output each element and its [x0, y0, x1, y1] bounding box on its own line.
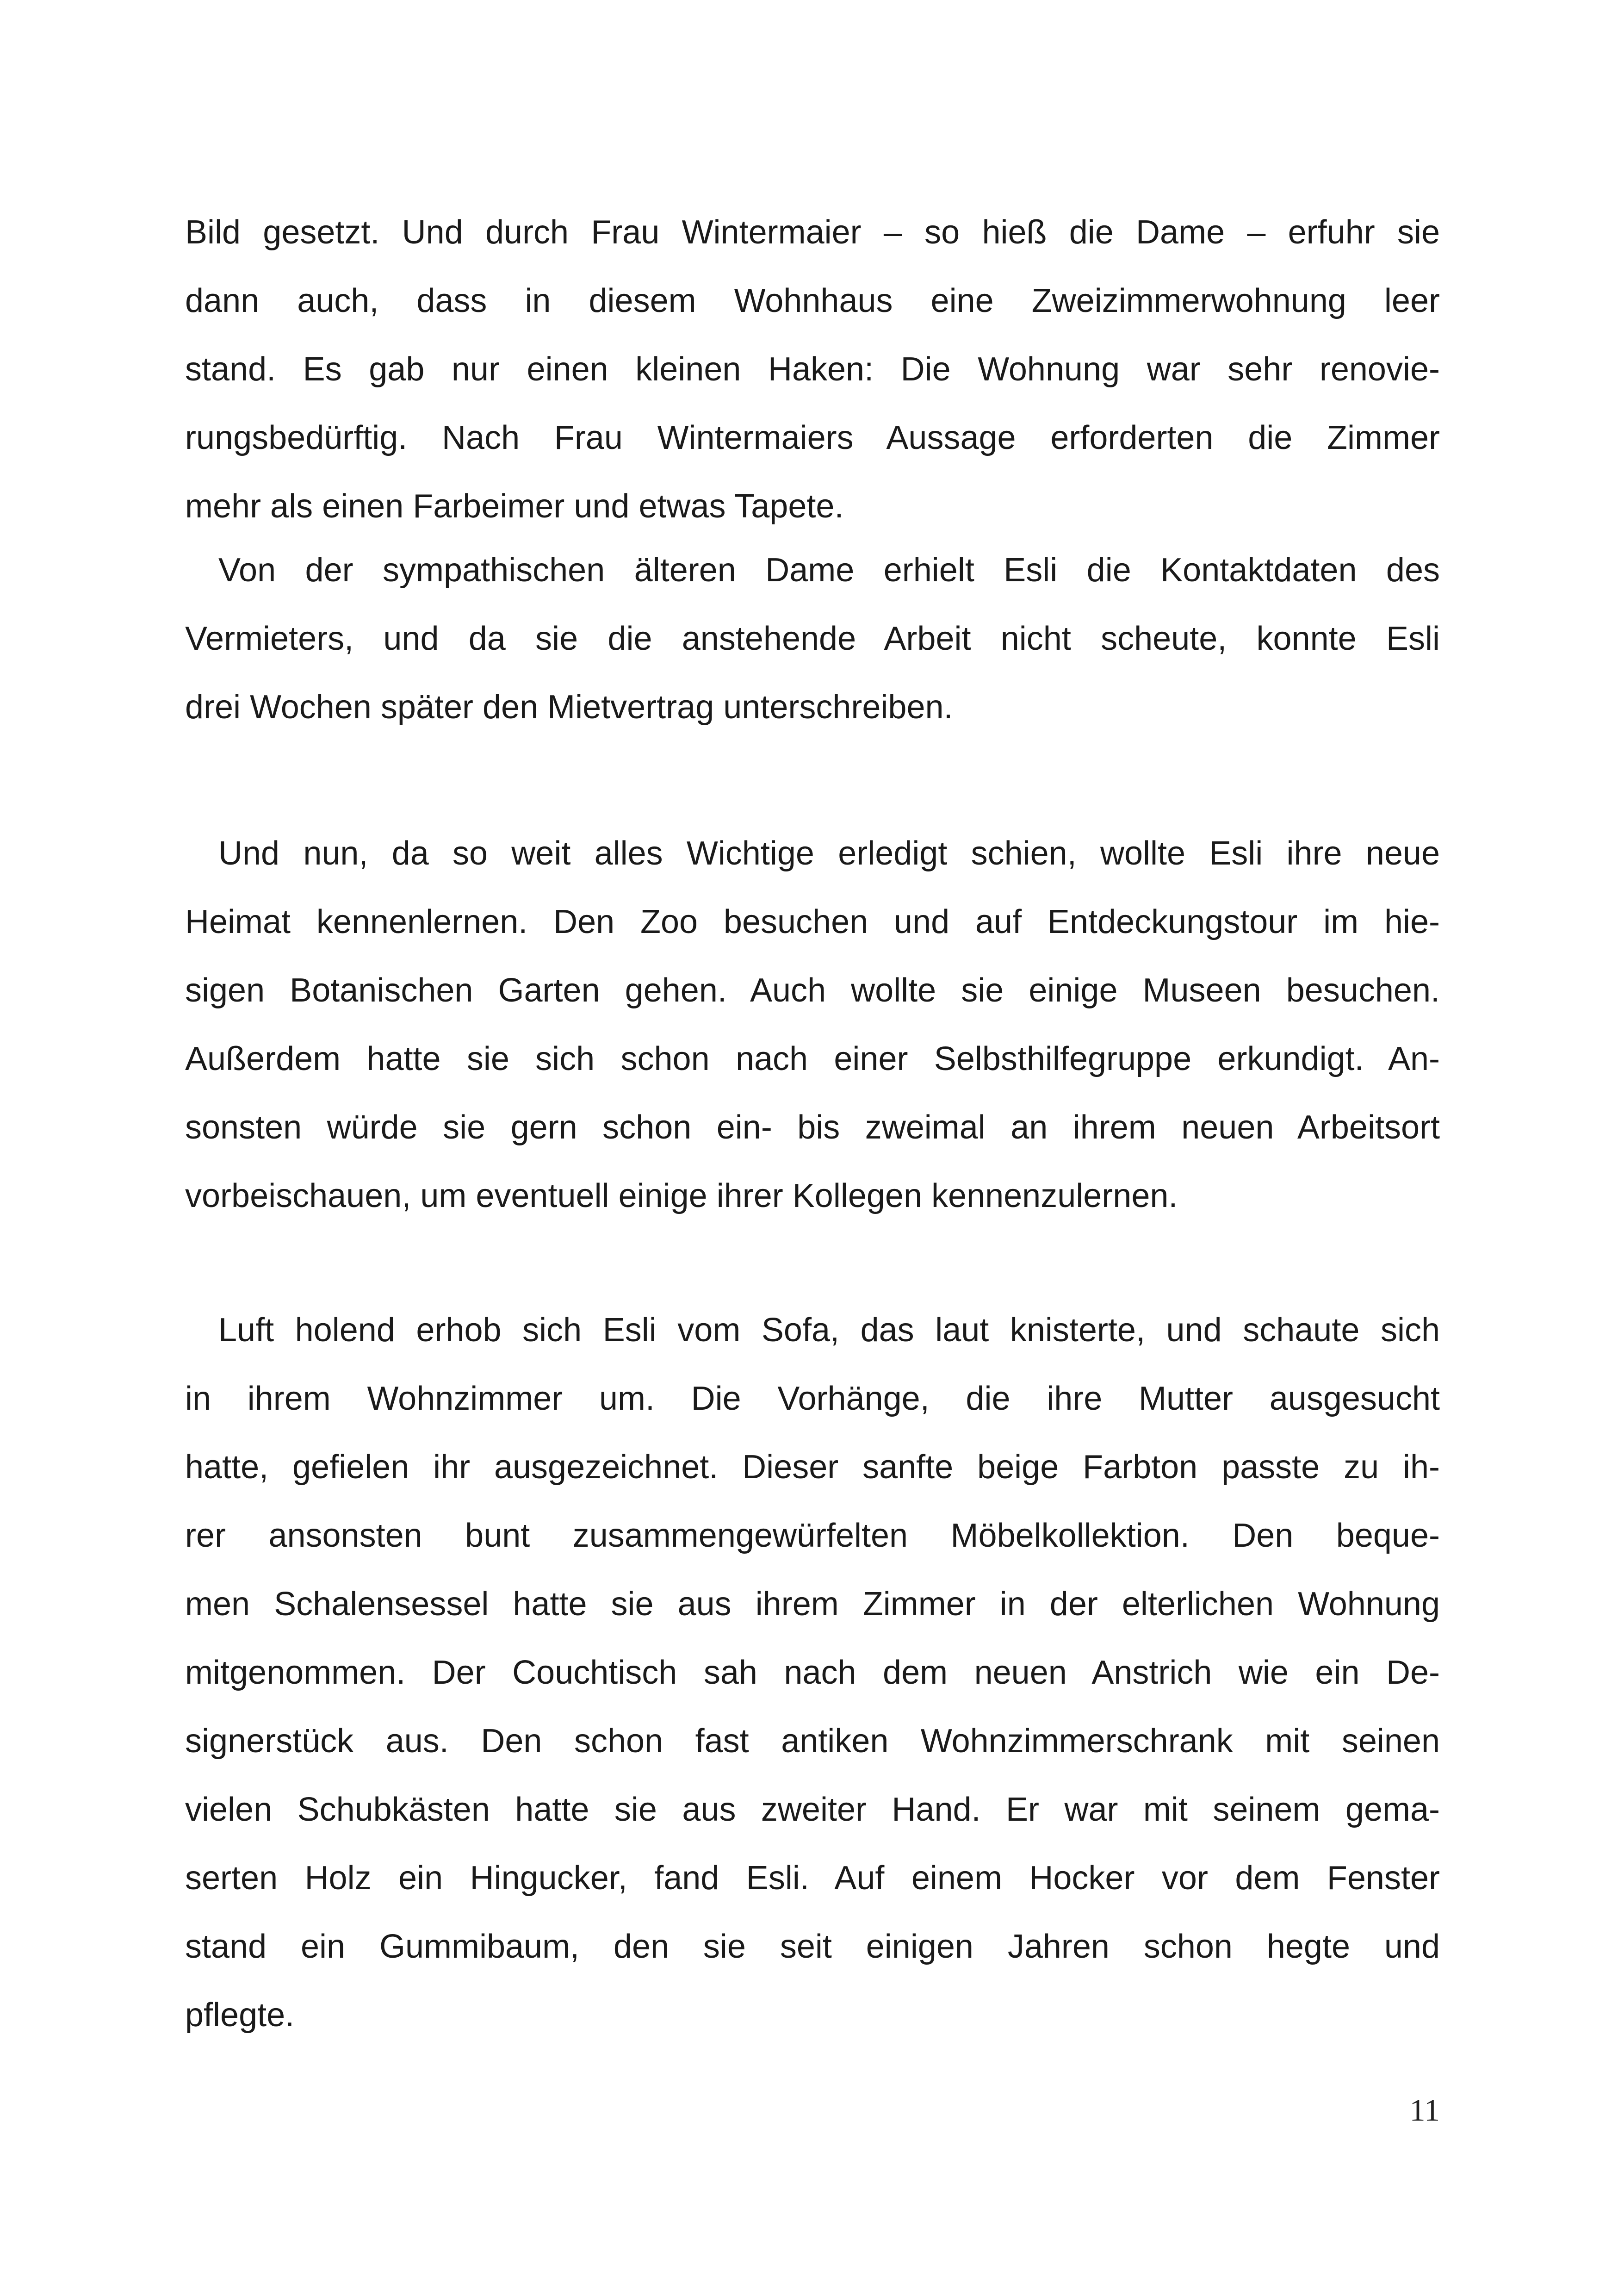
paragraph-line: vorbeischauen, um eventuell einige ihrer Kollegen kennenzulernen. — [185, 1177, 1178, 1214]
paragraph-2 — [185, 536, 1440, 741]
paragraph-line: dann auch, dass in diesem Wohnhaus eine Zweizimmerwohnung leer — [185, 282, 1440, 319]
paragraph-line: men Schalensessel hatte sie aus ihrem Zimmer in der elterlichen Wohnung — [185, 1586, 1440, 1623]
paragraph-line: rer ansonsten bunt zusammengewürfelten Möbelkollektion. Den beque- — [185, 1517, 1440, 1554]
paragraph-line: Vermieters, und da sie die anstehende Arbeit nicht scheute, konnte Esli — [185, 620, 1440, 657]
paragraph-line: mitgenommen. Der Couchtisch sah nach dem neuen Anstrich wie ein De- — [185, 1654, 1440, 1691]
paragraph-line: Bild gesetzt. Und durch Frau Wintermaier – so hieß die Dame – erfuhr sie — [185, 214, 1440, 251]
paragraph-line: hatte, gefielen ihr ausgezeichnet. Dieser sanfte beige Farbton passte zu ih- — [185, 1449, 1440, 1486]
paragraph-line: serten Holz ein Hingucker, fand Esli. Auf einem Hocker vor dem Fenster — [185, 1860, 1440, 1897]
page-number: 11 — [1409, 2092, 1440, 2128]
paragraph-line: vielen Schubkästen hatte sie aus zweiter Hand. Er war mit seinem gema- — [185, 1791, 1440, 1828]
paragraph-line: Außerdem hatte sie sich schon nach einer Selbsthilfegruppe erkundigt. An- — [185, 1040, 1440, 1077]
paragraph-line: sigen Botanischen Garten gehen. Auch wollte sie einige Museen besuchen. — [185, 972, 1440, 1009]
paragraph-line: Von der sympathischen älteren Dame erhielt Esli die Kontaktdaten des — [218, 552, 1440, 589]
paragraph-1 — [185, 198, 1440, 541]
paragraph-line: Und nun, da so weit alles Wichtige erledigt schien, wollte Esli ihre neue — [218, 835, 1440, 872]
paragraph-line: in ihrem Wohnzimmer um. Die Vorhänge, die ihre Mutter ausgesucht — [185, 1380, 1440, 1417]
paragraph-line: rungsbedürftig. Nach Frau Wintermaiers Aussage erforderten die Zimmer — [185, 419, 1440, 456]
paragraph-3 — [185, 819, 1440, 1230]
paragraph-line: pflegte. — [185, 1997, 295, 2034]
paragraph-line: signerstück aus. Den schon fast antiken Wohnzimmerschrank mit seinen — [185, 1723, 1440, 1760]
paragraph-line: Luft holend erhob sich Esli vom Sofa, das laut knisterte, und schaute sich — [218, 1312, 1440, 1349]
paragraph-line: stand. Es gab nur einen kleinen Haken: Die Wohnung war sehr renovie- — [185, 351, 1440, 388]
paragraph-line: stand ein Gummibaum, den sie seit einigen Jahren schon hegte und — [185, 1928, 1440, 1965]
paragraph-line: mehr als einen Farbeimer und etwas Tapete. — [185, 488, 844, 525]
paragraph-line: drei Wochen später den Mietvertrag unterschreiben. — [185, 689, 953, 726]
paragraph-4 — [185, 1296, 1440, 2049]
paragraph-line: Heimat kennenlernen. Den Zoo besuchen und auf Entdeckungstour im hie- — [185, 903, 1440, 940]
paragraph-line: sonsten würde sie gern schon ein- bis zweimal an ihrem neuen Arbeitsort — [185, 1109, 1440, 1146]
